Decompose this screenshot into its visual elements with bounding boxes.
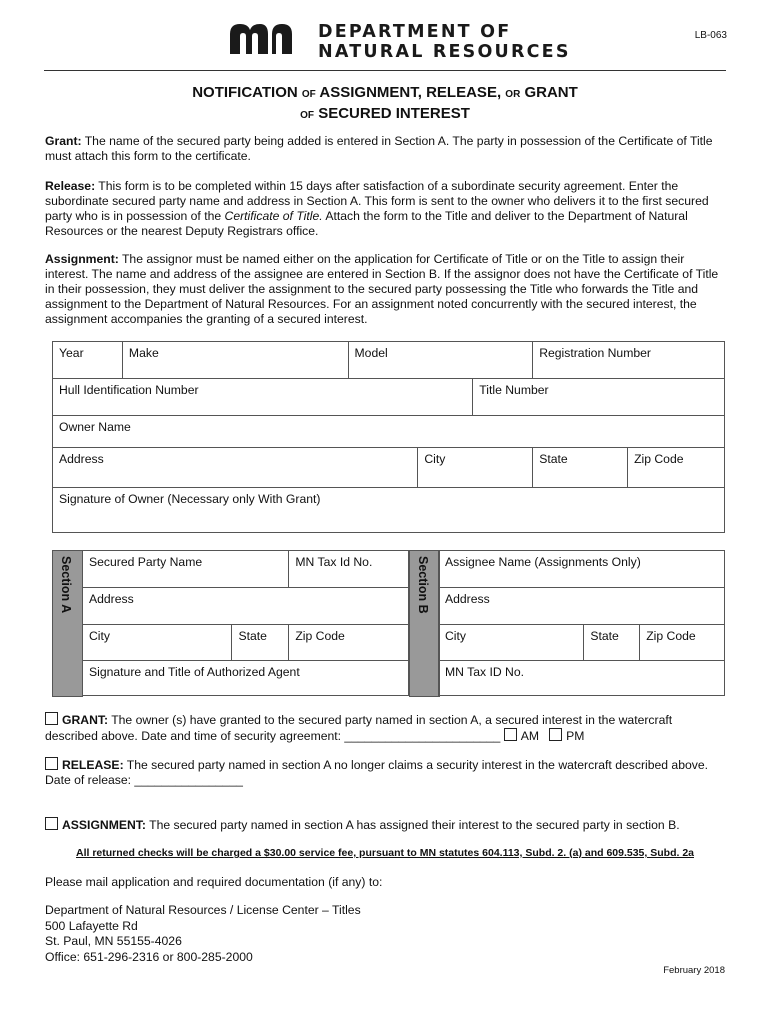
owner-address-field[interactable]: Address	[53, 448, 418, 488]
returned-check-fee-notice: All returned checks will be charged a $30.00 service fee, pursuant to MN statutes 604.113, Subd. 2. (a) and 609.535, Subd. 2a	[76, 847, 694, 859]
section-a-bar	[52, 550, 83, 697]
section-a-table	[82, 550, 409, 696]
assignment-description: Assignment: The assignor must be named either on the application for Certificate of Title or on the Title to assign their interest. The name and address of the assignee are entered in Section B. If the assignor does not have the Certificate of Title in their possession, they must deliver the assignment to the secured party possessing the Title who forwards the Title and assignment to the Department of Natural Resources. For an assignment noted concurrently with the secured interest, the assignment accompanies the granting of a secured interest.	[45, 252, 719, 326]
form-title: NOTIFICATION OF ASSIGNMENT, RELEASE, OR GRANT	[192, 84, 578, 101]
owner-name-field[interactable]: Owner Name	[53, 416, 725, 448]
authorized-agent-signature-field[interactable]: Signature and Title of Authorized Agent	[83, 661, 409, 696]
section-b-state-field[interactable]: State	[584, 625, 640, 661]
header-divider	[44, 70, 726, 71]
release-checkbox[interactable]	[45, 757, 58, 770]
section-a-state-field[interactable]: State	[232, 625, 289, 661]
make-field[interactable]: Make	[122, 342, 348, 379]
grant-option: GRANT: The owner (s) have granted to the secured party named in section A, a secured interest in the watercraft described above. Date and time of security agreement: _______________________ AM PM	[45, 713, 673, 743]
section-b-zip-field[interactable]: Zip Code	[640, 625, 725, 661]
release-date-field[interactable]: Date of release: ________________	[45, 773, 243, 787]
model-field[interactable]: Model	[348, 342, 533, 379]
mailing-address: Department of Natural Resources / License Center – Titles 500 Lafayette Rd St. Paul, MN 55155-4026 Office: 651-296-2316 or 800-285-2000	[45, 903, 361, 964]
grant-checkbox[interactable]	[45, 712, 58, 725]
mn-logo	[228, 20, 308, 56]
release-description: Release: This form is to be completed within 15 days after satisfaction of a subordinate security agreement. Enter the subordinate secured party name and address in Section A. This form is sent to the owner who delivers it to the first secured party who is in possession of the Certificate of Title. Attach the form to the Title and deliver to the Department of Natural Resources or the nearest Deputy Registrars office.	[45, 179, 709, 238]
agency-name: DEPARTMENT OF NATURAL RESOURCES	[318, 22, 571, 62]
section-b-bar	[409, 550, 440, 697]
owner-state-field[interactable]: State	[533, 448, 628, 488]
mail-instruction: Please mail application and required documentation (if any) to:	[45, 875, 383, 889]
section-b-label: Section B	[416, 556, 430, 614]
assignment-option: ASSIGNMENT: The secured party named in section A has assigned their interest to the secured party in section B.	[45, 817, 725, 833]
revision-date: February 2018	[663, 965, 725, 976]
section-b-tax-id-field[interactable]: MN Tax ID No.	[439, 661, 725, 696]
watercraft-info-table	[52, 341, 725, 533]
release-option: RELEASE: The secured party named in section A no longer claims a security interest in the watercraft described above. Date of release: ________________	[45, 758, 709, 787]
hull-id-field[interactable]: Hull Identification Number	[53, 379, 473, 416]
section-b-city-field[interactable]: City	[439, 625, 584, 661]
section-a-address-field[interactable]: Address	[83, 588, 409, 625]
assignee-name-field[interactable]: Assignee Name (Assignments Only)	[439, 551, 725, 588]
year-field[interactable]: Year	[53, 342, 123, 379]
owner-city-field[interactable]: City	[418, 448, 533, 488]
section-b-address-field[interactable]: Address	[439, 588, 725, 625]
form-title-line2: OF SECURED INTEREST	[300, 105, 470, 122]
assignment-checkbox[interactable]	[45, 817, 58, 830]
registration-number-field[interactable]: Registration Number	[533, 342, 725, 379]
section-a-zip-field[interactable]: Zip Code	[289, 625, 409, 661]
section-b-table	[438, 550, 725, 696]
title-number-field[interactable]: Title Number	[473, 379, 725, 416]
section-a-city-field[interactable]: City	[83, 625, 232, 661]
grant-description: Grant: The name of the secured party being added is entered in Section A. The party in possession of the Certificate of Title must attach this form to the certificate.	[45, 134, 713, 163]
pm-checkbox[interactable]	[549, 728, 562, 741]
owner-zip-field[interactable]: Zip Code	[628, 448, 725, 488]
owner-signature-field[interactable]: Signature of Owner (Necessary only With Grant)	[53, 488, 725, 533]
form-number: LB-063	[694, 30, 727, 41]
secured-party-name-field[interactable]: Secured Party Name	[83, 551, 289, 588]
am-checkbox[interactable]	[504, 728, 517, 741]
section-a-label: Section A	[59, 556, 73, 614]
section-a-tax-id-field[interactable]: MN Tax Id No.	[289, 551, 409, 588]
